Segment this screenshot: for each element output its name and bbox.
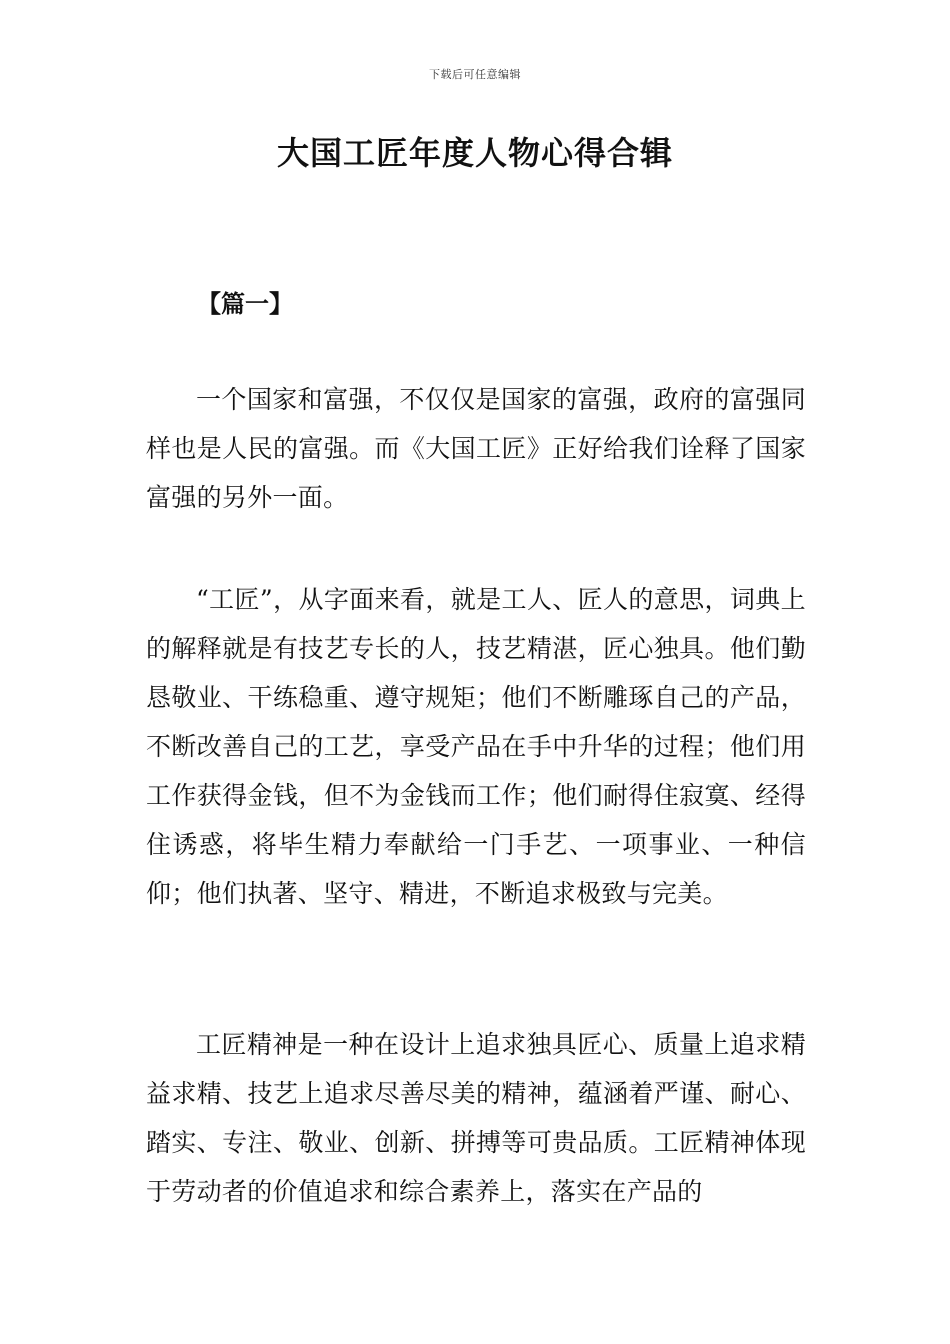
- paragraph-1: 一个国家和富强，不仅仅是国家的富强，政府的富强同样也是人民的富强。而《大国工匠》正好给我们诠释了国家富强的另外一面。: [146, 385, 806, 512]
- header-note: 下载后可任意编辑: [429, 68, 521, 81]
- paragraph-2: “工匠”，从字面来看，就是工人、匠人的意思，词典上的解释就是有技艺专长的人，技艺精湛，匠心独具。他们勤恳敬业、干练稳重、遵守规矩；他们不断雕琢自己的产品，不断改善自己的工艺，享受产品在手中升华的过程；他们用工作获得金钱，但不为金钱而工作；他们耐得住寂寞、经得住诱惑，将毕生精力奉献给一门手艺、一项事业、一种信仰；他们执著、坚守、精进，不断追求极致与完美。: [146, 585, 806, 908]
- paragraph-3: 工匠精神是一种在设计上追求独具匠心、质量上追求精益求精、技艺上追求尽善尽美的精神，蕴涵着严谨、耐心、踏实、专注、敬业、创新、拼搏等可贵品质。工匠精神体现于劳动者的价值追求和综合素养上，落实在产品的: [146, 1030, 806, 1206]
- document-title: 大国工匠年度人物心得合辑: [276, 134, 673, 172]
- section-label: 【篇一】: [197, 290, 293, 318]
